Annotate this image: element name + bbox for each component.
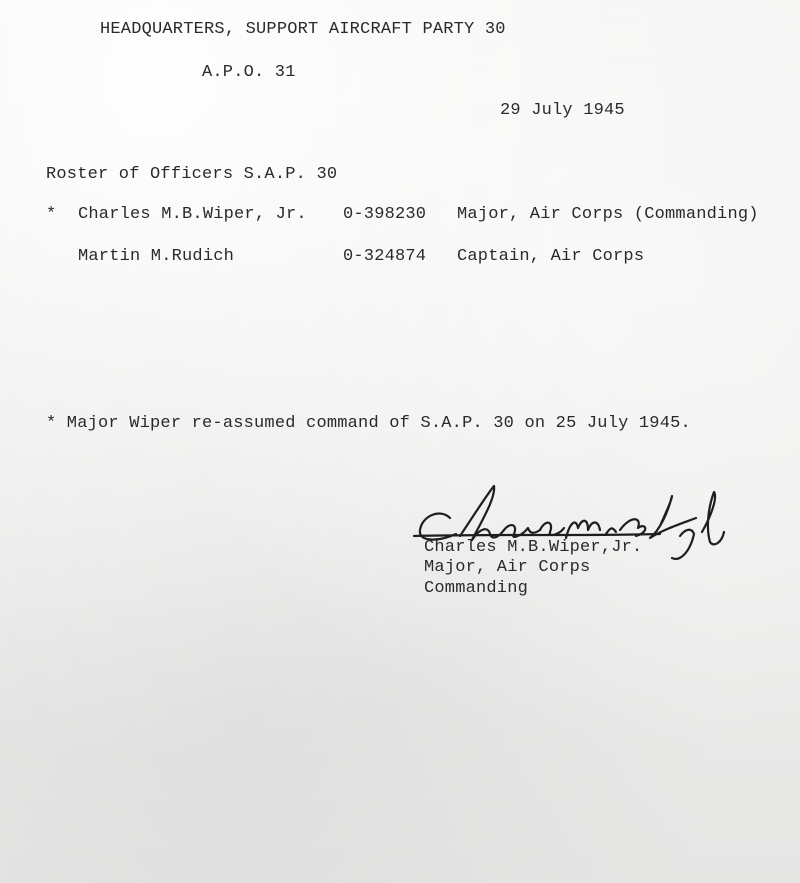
signatory-rank: Major, Air Corps [424, 558, 591, 577]
officer-rank: Major, Air Corps (Commanding) [457, 205, 759, 224]
officer-rank: Captain, Air Corps [457, 247, 645, 266]
asterisk-marker: * [46, 205, 57, 224]
footnote: * Major Wiper re-assumed command of S.A.P. 30 on 25 July 1945. [46, 414, 691, 433]
roster-title: Roster of Officers S.A.P. 30 [46, 165, 338, 184]
header-unit: HEADQUARTERS, SUPPORT AIRCRAFT PARTY 30 [100, 20, 506, 39]
signatory-name: Charles M.B.Wiper,Jr. [424, 538, 643, 557]
officer-serial: 0-398230 [343, 205, 427, 224]
officer-name: Martin M.Rudich [78, 247, 235, 266]
signatory-role: Commanding [424, 579, 529, 598]
officer-name: Charles M.B.Wiper, Jr. [78, 205, 307, 224]
document-date: 29 July 1945 [500, 101, 625, 120]
officer-serial: 0-324874 [343, 247, 427, 266]
header-apo: A.P.O. 31 [202, 63, 296, 82]
